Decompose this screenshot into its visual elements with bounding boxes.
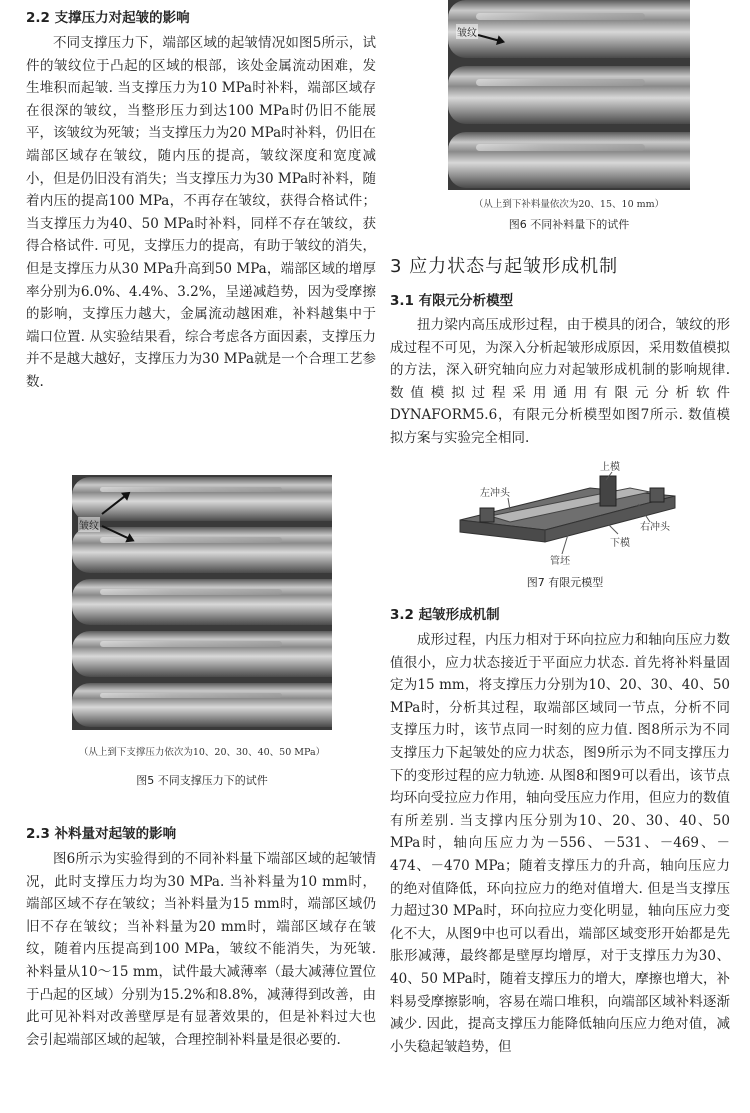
section-3-2-paragraph: 成形过程，内压力相对于环向拉应力和轴向压应力数值很小，应力状态接近于平面应力状态. 首先将补料量固定为15 mm，将支撑压力分别为10、20、30、40、50 MPa时，分析其过程，取端部区域同一节点，分析不同支撑压力时，该节点同一时刻的应力值. 图8所示为不同支撑压力下起皱处的应力状态，图9所示为不同支撑压力下的变形过程的应力轨迹. 从图8和图9可以看出，该节点均环向受拉应力作用，轴向受压应力作用，但应力的数值有所差别. 当支撑内压分别为10、20、30、40、50 MPa时，轴向压应力为－556、－531、－469、－474、－470 MPa；随着支撑压力的升高，轴向压应力的绝对值降低，环向拉应力的绝对值增大. 但是当支撑压力超过30 MPa时，环向拉应力变化明显，轴向压应力变化不大，从图9中也可以看出，端部区域变形开始都是先胀形减薄，最终都是壁厚均增厚，对于支撑压力为30、40、50 MPa时，随着支撑压力的增大，摩擦也增大，补料易受摩擦影响，容易在端口堆积，向端部区域补料逐渐减少. 因此，提高支撑压力能降低轴向压应力绝对值，减小失稳起皱趋势，但 — [390, 632, 730, 1055]
specimen-strip — [448, 66, 690, 124]
figure-7-caption: 图7 有限元模型 — [526, 576, 604, 589]
wrinkle-label: 皱纹 — [456, 24, 478, 39]
section-2-3 — [26, 822, 376, 1051]
right-punch-label: 右冲头 — [640, 522, 670, 533]
section-3-1-paragraph: 扭力梁内高压成形过程，由于模具的闭合，皱纹的形成过程不可见，为深入分析起皱形成原因，采用数值模拟的方法，深入研究轴向应力对起皱形成机制的影响规律. 数值模拟过程采用通用有限元分析软件DYNAFORM5.6，有限元分析模型如图7所示. 数值模拟方案与实验完全相同. — [390, 317, 730, 446]
section-2-2-heading: 2.2 支撑压力对起皱的影响 — [26, 10, 190, 26]
figure-7 — [450, 458, 680, 593]
figure-6 — [448, 0, 690, 232]
figure-6-photo — [448, 0, 690, 190]
figure-5-photo — [72, 475, 332, 730]
section-2-3-heading: 2.3 补料量对起皱的影响 — [26, 826, 177, 842]
wrinkle-label: 皱纹 — [78, 517, 100, 532]
specimen-strip — [448, 132, 690, 188]
specimen-strip — [72, 683, 332, 727]
lower-die-label: 下模 — [610, 538, 630, 549]
figure-5 — [72, 475, 332, 788]
tube-label: 管坯 — [550, 556, 570, 567]
figure-6-subcaption: （从上到下补料量依次为20、15、10 mm） — [473, 199, 665, 210]
upper-die-label: 上模 — [600, 462, 620, 473]
section-3-1 — [390, 289, 730, 450]
specimen-strip — [72, 631, 332, 677]
figure-5-subcaption: （从上到下支撑压力依次为10、20、30、40、50 MPa） — [78, 747, 326, 758]
left-punch-label: 左冲头 — [480, 488, 510, 499]
specimen-strip — [72, 527, 332, 573]
section-3-2 — [390, 603, 730, 1058]
figure-5-caption: 图5 不同支撑压力下的试件 — [136, 774, 268, 787]
section-3 — [390, 252, 730, 278]
section-3-2-heading: 3.2 起皱形成机制 — [390, 607, 500, 623]
section-3-1-heading: 3.1 有限元分析模型 — [390, 293, 514, 309]
specimen-strip — [448, 0, 690, 58]
section-2-3-paragraph: 图6所示为实验得到的不同补料量下端部区域的起皱情况，此时支撑压力均为30 MPa. 当补料量为10 mm时，端部区域不存在皱纹；当补料量为15 mm时，端部区域仍旧不存在皱纹；当补料量为20 mm时，端部区域存在皱纹，随着内压提高到100 MPa，皱纹不能消失，为死皱. 补料量从10～15 mm，试件最大减薄率（最大减薄位置位于凸起的区域）分别为15.2%和8.8%，减薄得到改善，由此可见补料对改善壁厚是有显著效果的，但是补料过大也会引起端部区域的起皱，合理控制补料量是很必要的. — [26, 851, 376, 1048]
section-2-2 — [26, 6, 376, 394]
figure-6-caption: 图6 不同补料量下的试件 — [508, 218, 630, 231]
section-2-2-paragraph: 不同支撑压力下，端部区域的起皱情况如图5所示，试件的皱纹位于凸起的区域的根部，该处金属流动困难，发生堆积而起皱. 当支撑压力为10 MPa时补料，端部区域存在很深的皱纹，当整形压力到达100 MPa时仍旧不能展平，该皱纹为死皱；当支撑压力为20 MPa时补料，仍旧在端部区域存在皱纹，随内压的提高，皱纹深度和宽度减小，但是仍旧没有消失；当支撑压力为30 MPa时补料，随着内压的提高100 MPa，不再存在皱纹，获得合格试件；当支撑压力为40、50 MPa时补料，同样不存在皱纹，获得合格试件. 可见，支撑压力的提高，有助于皱纹的消失，但是支撑压力从30 MPa升高到50 MPa，端部区域的增厚率分别为6.0%、4.4%、3.2%，呈递减趋势，因为受摩擦的影响，支撑压力越大，金属流动越困难，补料越集中于端口位置. 从实验结果看，综合考虑各方面因素，支撑压力并不是越大越好，支撑压力为30 MPa就是一个合理工艺参数. — [26, 35, 376, 390]
specimen-strip — [72, 579, 332, 625]
specimen-strip — [72, 477, 332, 521]
section-3-heading: 3 应力状态与起皱形成机制 — [390, 256, 619, 277]
